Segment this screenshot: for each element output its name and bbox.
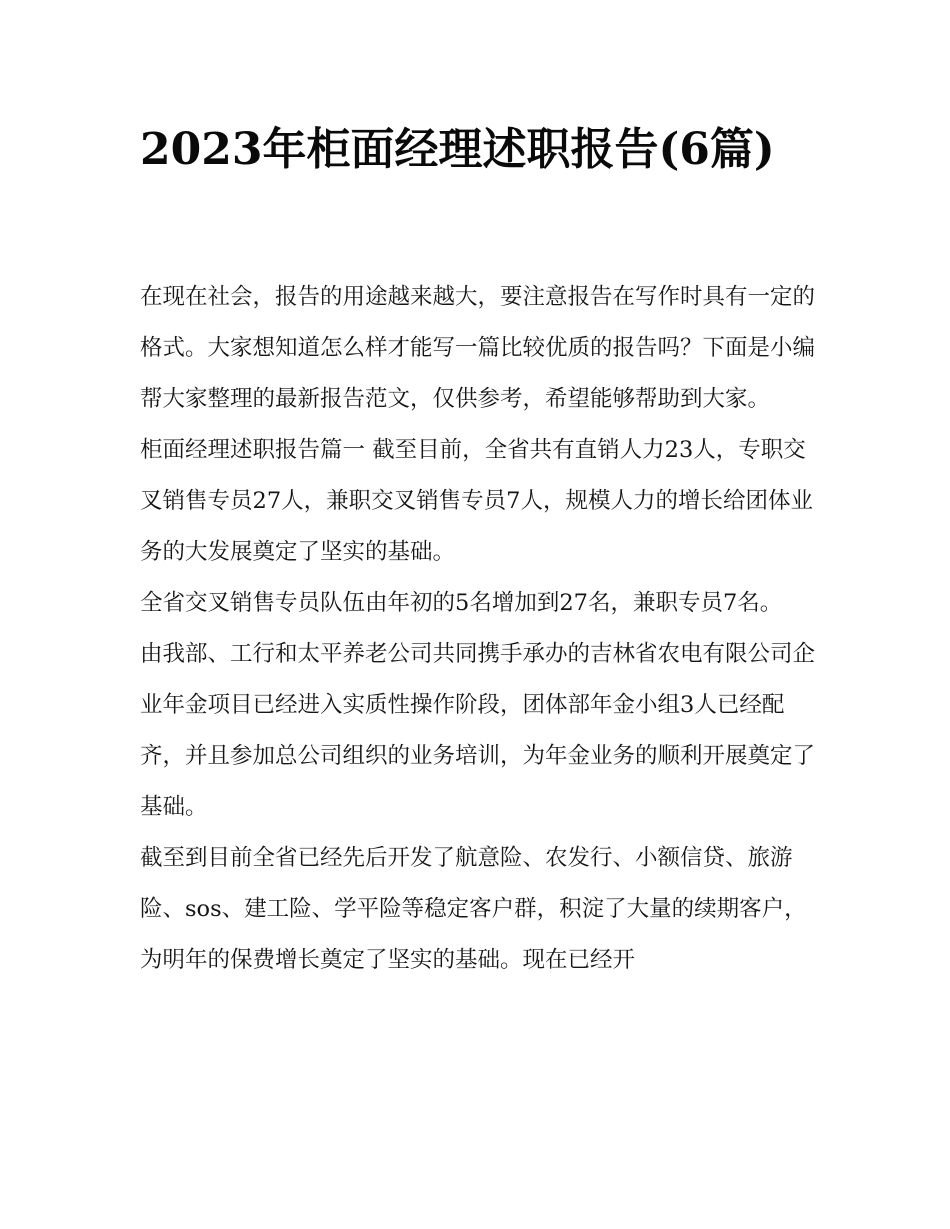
body-paragraph: 截至到目前全省已经先后开发了航意险、农发行、小额信贷、旅游险、sos、建工险、学平险等稳定客户群，积淀了大量的续期客户，为明年的保费增长奠定了坚实的基础。现在已经开 — [140, 845, 807, 973]
intro-paragraph: 在现在社会，报告的用途越来越大，要注意报告在写作时具有一定的格式。大家想知道怎么样才能写一篇比较优质的报告吗？下面是小编帮大家整理的最新报告范文，仅供参考，希望能够帮助到大家。 — [140, 284, 816, 412]
body-paragraph: 全省交叉销售专员队伍由年初的5名增加到27名，兼职专员7名。 — [140, 590, 783, 616]
document-body — [140, 272, 820, 986]
document-title: 2023年柜面经理述职报告(6篇) — [140, 124, 775, 175]
body-paragraph: 由我部、工行和太平养老公司共同携手承办的吉林省农电有限公司企业年金项目已经进入实质性操作阶段，团体部年金小组3人已经配齐，并且参加总公司组织的业务培训，为年金业务的顺利开展奠定了基础。 — [140, 641, 816, 820]
body-paragraph: 柜面经理述职报告篇一 截至目前，全省共有直销人力23人，专职交叉销售专员27人，兼职交叉销售专员7人，规模人力的增长给团体业务的大发展奠定了坚实的基础。 — [140, 437, 813, 565]
